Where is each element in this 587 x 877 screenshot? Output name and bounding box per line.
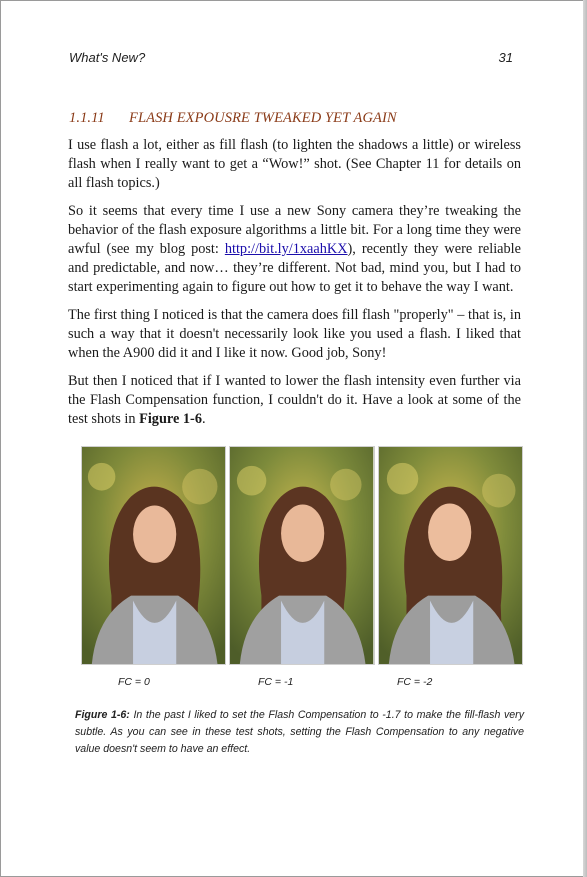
- photo-labels: [0, 676, 587, 692]
- photo-label-3: FC = -2: [397, 676, 433, 688]
- section-title: FLASH EXPOUSRE TWEAKED YET AGAIN: [129, 110, 397, 126]
- section-number: 1.1.11: [69, 110, 105, 126]
- paragraph-2-text-b: ), recently they were reliable and predictable, and now… they’re different. Not bad, mind you, but I had to start experimenting again to figure out how to get it to behave the way I want.: [68, 241, 521, 295]
- photo-label-2: FC = -1: [258, 676, 294, 688]
- portrait-photo-fc-minus-1: [229, 446, 374, 665]
- page-number: 31: [498, 50, 513, 65]
- figure-caption-label: Figure 1-6:: [75, 709, 130, 721]
- portrait-photo-fc0: [81, 446, 226, 665]
- portrait-photo-fc-minus-2: [378, 446, 523, 665]
- figure-caption: [75, 707, 524, 758]
- page-shadow: [583, 0, 587, 877]
- paragraph-4-text-a: But then I noticed that if I wanted to lower the flash intensity even further via the Flash Compensation function, I couldn't do it. Have a look at some of the test shots in: [68, 373, 521, 427]
- section-heading: [69, 110, 529, 127]
- figure-photos: [81, 446, 523, 665]
- photo-label-1: FC = 0: [118, 676, 150, 688]
- running-header: [69, 50, 513, 68]
- paragraph-2-text-a: So it seems that every time I use a new Sony camera they’re tweaking the behavior of the flash exposure algorithms a little bit. For a long time they were awful (see my blog post:: [68, 203, 521, 257]
- paragraph-3: The first thing I noticed is that the camera does fill flash "properly" – that is, in such a way that it doesn't necessarily look like you used a flash. I liked that when the A900 did it and I like it now. Good job, Sony!: [68, 307, 521, 361]
- header-title: What's New?: [69, 50, 146, 65]
- figure-reference: Figure 1-6: [139, 411, 202, 427]
- paragraph-2: [68, 202, 521, 297]
- blog-link[interactable]: http://bit.ly/1xaahKX: [224, 241, 348, 257]
- paragraph-4-text-b: .: [201, 411, 206, 427]
- figure-caption-text: In the past I liked to set the Flash Compensation to -1.7 to make the fill-flash very subtle. As you can see in these test shots, setting the Flash Compensation to any negative value doesn't seem to have an effect.: [75, 709, 524, 755]
- paragraph-4: [68, 372, 521, 429]
- paragraph-1: I use flash a lot, either as fill flash (to lighten the shadows a little) or wireless flash when I really want to get a “Wow!” shot. (See Chapter 11 for details on all flash topics.): [68, 137, 521, 191]
- body-text: [68, 136, 521, 438]
